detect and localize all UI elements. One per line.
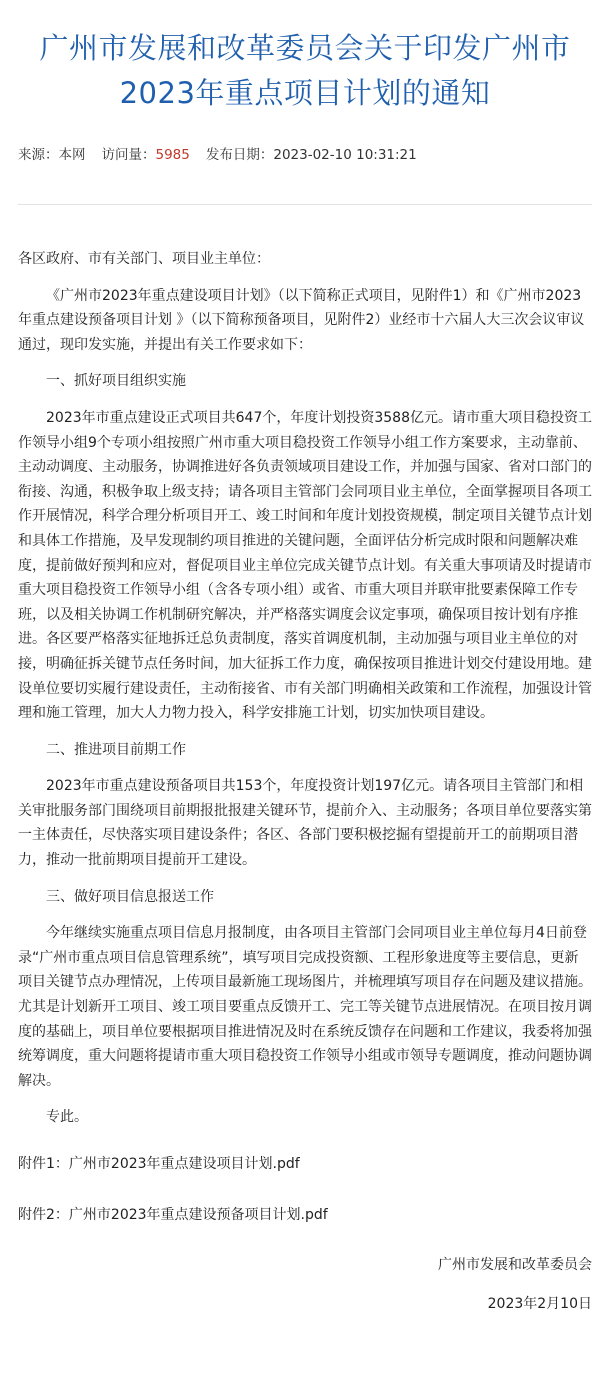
section1-heading: 一、抓好项目组织实施: [46, 373, 186, 390]
section2-paragraph: 2023年市重点建设预备项目共153个，年度投资计划197亿元。请各项目主管部门和相关审批服务部门围绕项目前期报批报建关键环节，提前介入、主动服务；各项目单位要落实第一主体责任，尽快落实项目建设条件；各区、各部门要积极挖掘有望提前开工的前期项目潜力，推动一批前期项目提前开工建设。: [18, 778, 592, 869]
attachment-link-2[interactable]: 附件2：广州市2023年重点建设预备项目计划.pdf: [18, 1206, 328, 1223]
salutation: 各区政府、市有关部门、项目业主单位：: [18, 251, 270, 267]
section3-heading: 三、做好项目信息报送工作: [46, 888, 214, 905]
section1-paragraph: 2023年市重点建设正式项目共647个，年度计划投资3588亿元。请市重大项目稳投资工作领导小组9个专项小组按照广州市重大项目稳投资工作领导小组工作方案要求，主动靠前、主动动调度、主动服务，协调推进好各负责领域项目建设工作，并加强与国家、省对口部门的衔接、沟通，积极争取上级支持；请各项目主管部门会同项目业主单位，全面掌握项目各项工作开展情况，科学合理分析项目开工、竣工时间和年度计划投资规模，制定项目关键节点计划和具体工作措施，及早发现制约项目推进的关键问题，全面评估分析完成时限和问题解决难度，提前做好预判和应对，督促项目业主单位完成关键节点计划。有关重大事项请及时提请市重大项目稳投资工作领导小组（含各专项小组）或省、市重大项目并联审批要素保障工作专班，以及相关协调工作机制研究解决，并严格落实调度会议定事项，确保项目按计划有序推进。各区要严格落实征地拆迁总负责制度，落实首调度机制，主动加强与项目业主单位的对接，明确征拆关键节点任务时间，加大征拆工作力度，确保按项目推进计划交付建设用地。建设单位要切实履行建设责任，主动衔接省、市有关部门明确相关政策和工作流程，加强设计管理和施工管理，加大人力物力投入，科学安排施工计划，切实加快项目建设。: [18, 409, 592, 722]
article-meta: [18, 145, 417, 165]
section2-heading: 二、推进项目前期工作: [46, 741, 186, 758]
article-title-line1: 广州市发展和改革委员会关于印发广州市: [39, 31, 571, 65]
source-label: 来源：: [18, 147, 59, 163]
attachment-link-1[interactable]: 附件1：广州市2023年重点建设项目计划.pdf: [18, 1156, 300, 1172]
intro-paragraph: 《广州市2023年重点建设项目计划》（以下简称正式项目，见附件1）和《广州市2023年重点建设预备项目计划 》（以下简称预备项目，见附件2）业经市十六届人大三次会议审议通过，现印发实施，并提出有关工作要求如下：: [18, 287, 585, 353]
article-content: [18, 247, 592, 1316]
section3-paragraph: 今年继续实施重点项目信息月报制度，由各项目主管部门会同项目业主单位每月4日前登录“广州市重点项目信息管理系统”，填写项目完成投资额、工程形象进度等主要信息，更新项目关键节点办理情况，上传项目最新施工现场图片，并梳理填写项目存在问题及建议措施。尤其是计划新开工项目、竣工项目要重点反馈开工、完工等关键节点进展情况。在项目按月调度的基础上，项目单位要根据项目推进情况及时在系统反馈存在问题和工作建议，我委将加强统筹调度，重大问题将提请市重大项目稳投资工作领导小组或市领导专题调度，推动问题协调解决。: [18, 925, 592, 1089]
publish-date-label: 发布日期：: [205, 147, 274, 163]
visits-label: 访问量：: [101, 147, 156, 163]
publish-date-value: 2023-02-10 10:31:21: [273, 147, 417, 163]
meta-divider: [18, 204, 592, 205]
article-title: [18, 26, 592, 116]
article-title-line2: 2023年重点项目计划的通知: [119, 76, 491, 110]
closing-remark: 专此。: [46, 1109, 88, 1126]
signature-date: 2023年2月10日: [487, 1295, 592, 1312]
visits-count: 5985: [155, 147, 190, 163]
signature-organization: 广州市发展和改革委员会: [438, 1257, 592, 1274]
source-value: 本网: [58, 147, 86, 163]
